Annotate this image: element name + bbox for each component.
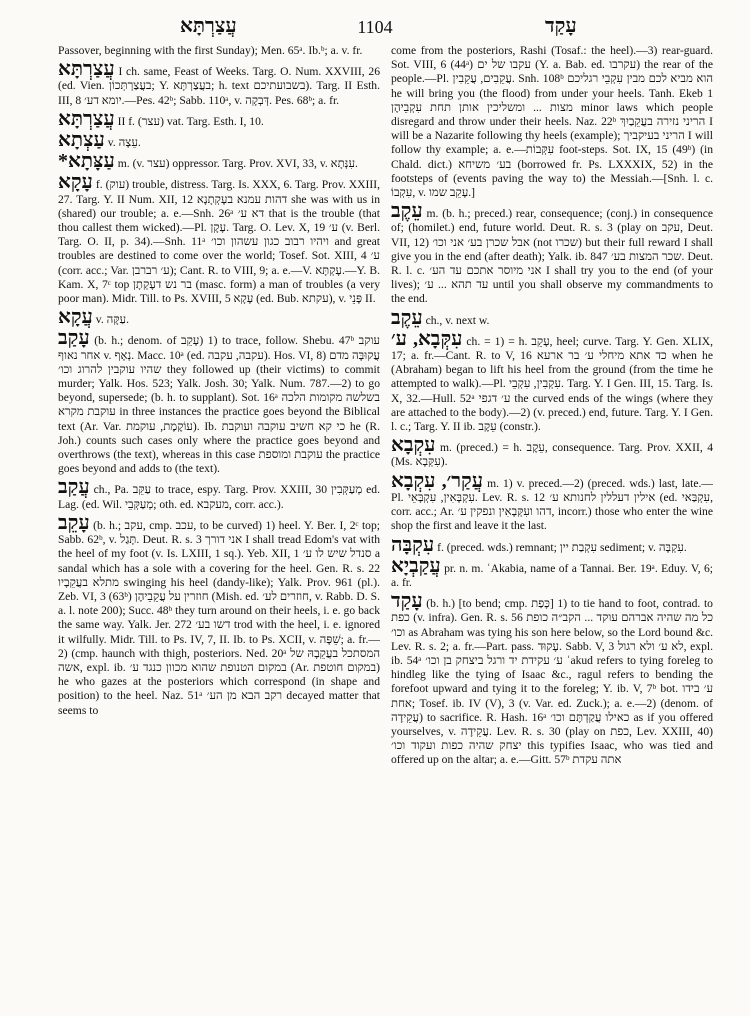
dictionary-entry: [391, 592, 713, 767]
dictionary-entry: [58, 308, 380, 327]
entry-headword: *עַצָּתָא: [58, 150, 115, 173]
entry-headword: עֲקַבְיָא: [391, 554, 441, 577]
dictionary-entry: [391, 202, 713, 306]
running-head-left: עֲצַרְתָּא: [180, 15, 237, 37]
entry-headword: עִקְּבָא, ע׳: [391, 327, 463, 350]
entry-text: f. (preced. wds.) remnant; עִקְבַת יין sediment; v. עִקְבָּה.: [437, 540, 687, 554]
dictionary-entry: [58, 60, 380, 108]
entry-headword: עָקָא: [58, 171, 93, 194]
dictionary-entry: [391, 469, 713, 534]
dictionary-entry: [58, 107, 380, 130]
entry-headword: עֵקֶב: [391, 200, 423, 223]
entry-continuation: [58, 44, 380, 58]
entry-text: Passover, beginning with the first Sunday); Men. 65ᵃ. Ib.ᵇ; a. v. fr.: [58, 44, 363, 57]
entry-headword: עֲצַרְתָּא: [58, 107, 115, 130]
dictionary-entry: [58, 152, 380, 171]
dictionary-entry: [58, 511, 380, 718]
page-number: 1104: [357, 17, 393, 37]
right-column: [391, 44, 713, 1010]
entry-text: m. 1) v. preced.—2) (preced. wds.) last, late.—Pl. עִקְבָּאִין, עִקְבָּאֵי. Lev. R. s. 12 אילין דעללין לחנותא ע׳ (ed. עִקְבַּאי, corr. acc.; Ar. דהו ועִקְּבָאִין ונפקין ע׳, incorr.) those who enter the wine shop the first and leave it the last.: [391, 476, 713, 533]
entry-headword: עָקַב: [58, 327, 90, 350]
entry-headword: עֲצַרְתָּא: [58, 58, 115, 81]
entry-headword: עִקְבָא: [391, 434, 436, 457]
entry-text: (b. h.; עקב, cmp. עכב, to be curved) 1) heel. Y. Ber. I, 2ᶜ top; Sabb. 62ᵇ, v. תָּגַל. Deut. R. s. 3 אני דורך I shall tread Edom's vat with the heel of my foot (v. Is. LXIII, 1 sq.). Yeb. XII, 1 סנדל שיש לו ע׳ a sandal which has a sole with a covering for the heel. Gen. R. s. 22 מתלא בעֲקֵבָיו swinging his heel (dandy-like); Yalk. Prov. 961 (pl.). Zeb. VI, 3 (63ᵇ) חוזרין על עֲקֵבֵיהֶן (Mish. ed. חוזרים לע׳, v. Rabb. D. S. a. l. note 200); Succ. 48ᵇ they turn around on their heels, i. e. go back the same way. Yalk. Jer. 272 דשו בע׳ trod with the heel, i. e. ignored it wilfully. Midr. Till. to Ps. IV, 7, II. Ib. to Ps. XCII, v. שֵׁפָּה; a. fr.—2) (cmp. haunch with thigh, posteriors. Ned. 20ᵃ המסתכל בעֲקֵבָהּ של אשה, expl. ib. במקום הטנופת שהוא מכוון כנגד ע׳ (Ar. במקום חוטפת) he who gazes at the posteriors which correspond (in shape and position) to the heel. Naz. 51ᵃ רקב הבא מן הע׳ decayed matter that seems to: [58, 518, 380, 717]
entry-headword: עִקְבָּה: [391, 533, 435, 556]
entry-continuation: [391, 44, 713, 200]
entry-headword: עָקֵב: [58, 511, 90, 534]
dictionary-entry: [391, 533, 713, 556]
running-head-right: עָקַד: [545, 15, 577, 37]
entry-text: I ch. same, Feast of Weeks. Targ. O. Num. XXVIII, 26 (ed. Vien. בעֲצַרְתְּכוֹן; Y. בעֲצַרְתָּא; h. text בשבועתיכם). Targ. II Esth. III, 8 יומא דע׳.—Pes. 42ᵇ; Sabb. 110ᵃ, v. דְּבְקָה. Pes. 68ᵇ; a. fr.: [58, 65, 380, 107]
dictionary-entry: [58, 173, 380, 306]
entry-text: pr. n. m. ʿAkabia, name of a Tannai. Ber. 19ᵃ. Eduy. V, 6; a. fr.: [391, 561, 713, 589]
entry-headword: עֲקַר׳, עִקְבָא: [391, 469, 484, 492]
dictionary-entry: [391, 306, 713, 329]
dictionary-entry: [58, 478, 380, 511]
entry-text: v. עֵצָה.: [107, 136, 141, 150]
left-column: [58, 44, 380, 1010]
entry-text: m. (b. h.; preced.) rear, consequence; (conj.) in consequence of; (homilet.) end, future world. Deut. R. s. 3 (play on עקב, Deut. VII, 12) אבל שכרן בע׳ אני וכו׳ (not שכרו) but their full reward I shall give you in the end (after death); Yalk. ib. 847 שכר המצות בע׳. Deut. R. l. c. אני מיוסר אתכם עד הע׳ I shall try you to the end (of your lives); עד תהא ... ע׳ until you shall observe my commandments to the end.: [391, 207, 713, 306]
dictionary-entry: [391, 554, 713, 590]
entry-text: (b. h.) [to bend; cmp. כָּפַת] 1) to tie hand to foot, contrad. to כפת (v. infra). Gen. R. s. 56 כל מה שהיה אברהם עוקד ... הקב״ה כופת וכו׳ as Abraham was tying his son here below, so the Lord bound &c. Lev. R. s. 2; a. fr.—Part. pass. עָקוּד. Sabb. V, 3 לא ע׳ ולא רגול, expl. ib. 54ᵃ ע׳ עקידת יד ורגל ביצחק בן וכו׳ ʿakud refers to tying foreleg to hindleg like the tying of Isaac &c., ragul refers to bending the forefoot upward and tying it to the foreleg; Y. ib. V, 7ᵇ bot. ע׳ בידו אחת; Tosef. ib. IV (V), 3 (v. Var. ed. Zuck.); a. e.—2) (denom. of עֲקֵידָה) to sacrifice. R. Hash. 16ᵃ כאילו עֲקַדְתֶּם וכו׳ as if you offered yourselves, v. עֲקֵידָה. Lev. R. s. 30 (play on כפת, Lev. XXIII, 40) יצחק שהיה כפות ועקוד וכו׳ this typifies Isaac, who was tied and offered up on the altar; a. e.—Gitt. 57ᵇ אתה עקדת: [391, 597, 713, 767]
entry-headword: עָקַד: [391, 590, 423, 613]
entry-text: v. עַקָּה.: [95, 313, 129, 327]
dictionary-entry: [391, 327, 713, 434]
entry-headword: עֵקֶב: [391, 306, 423, 329]
entry-headword: עֲקַב: [58, 476, 90, 499]
entry-text: ch. = 1) = h. עָקֵב, heel; curve. Targ. Y. Gen. XLIX, 17; a. fr.—Cant. R. to V, 16 כד אתא מיחלי ע׳ בר ארעא when he (Abraham) began to lift his heel from the ground (from the time he attempted to walk).—Pl. עִקְבִין, עִקְבֵי. Targ. Y. I Gen. III, 15. Targ. Is. X, 32.—Hull. 52ᵃ ע׳ דגפי the curved ends of the wings (where they are attached to the body).—2) (v. preced.) end, future. Targ. Y. I Gen. l. c.; Targ. Y. II ib. עֵקֶב (constr.).: [391, 334, 713, 434]
entry-text: m. (v. עצר) oppressor. Targ. Prov. XVI, 33, v. עִנְּתָא.: [117, 157, 358, 171]
entry-text: ch., Pa. עַקֵּב to trace, espy. Targ. Prov. XXIII, 30 מְעַקְּבִין ed. Lag. (ed. Wil. מְעַקְּבֵי; oth. ed. מעקבא, corr. acc.).: [58, 483, 380, 511]
entry-headword: עַצְתָא: [58, 129, 105, 152]
dictionary-entry: [58, 131, 380, 150]
entry-text: m. (preced.) = h. עֵקֶב, consequence. Targ. Prov. XXII, 4 (Ms. עִקְּבָא).: [391, 441, 713, 469]
entry-text: come from the posteriors, Rashi (Tosaf.: the heel).—3) rear-guard. Sot. VIII, 6 (44ᵃ) עקבו של ים (Y. a. Bab. ed. עקרבו) the rear of the people.—Pl. עֲקֵבִים, עֲקֵבִין. Snh. 108ᵇ הוא מביא לכם מבין עִקְבֵי רגליכם he will bring you (the flood) from under your heels. Tanh. Ekeb 1 מצות ... ומשליכין אותן תחת עִקְבֵיהֶן minor laws which people disregard and throw under their heels. Naz. 22ᵇ הריני נזירה בעֲקֵבַיִךְ I will be a Nazarite following thy heels (example); הריני בעיקביך I will follow thy example; a. e.—עִקְּבוֹת foot-steps. Sot. IX, 15 (49ᵇ) (in Chald. dict.) בע׳ משיחא (borrowed fr. Ps. LXXXIX, 52) in the footsteps of (events paving the way to) the Messiah.—[Snh. l. c. עִקְבוֹ, v. עָקֵב שמו.]: [391, 44, 713, 200]
entry-text: f. (עוק) trouble, distress. Targ. Is. XXX, 6. Targ. Prov. XXIII, 27. Targ. Y. II Num. XII, 12 דהות עמנא בעָקְתָנָא she was with us in (shared) our trouble; a. e.—Snh. 26ᵃ דא ע׳ that is the trouble (that thou callest them wicked).—Pl. עָקָן. Targ. O. Lev. X, 19 ע׳ (v. Berl. Targ. O. II, p. 34).—Snh. 11ᵃ ויהיו רבוב כגון עשהון וכו׳ and great troubles are destined to come over the world; Tosef. Sot. XIII, 4 ע׳ (corr. acc.; Var. ע׳ רברבן); Cant. R. to VIII, 9; a. e.—V. עָקְתָּא.—Y. B. Kam. X, 7ᶜ top בר נש דעָקְתָן (masc. form) a man of troubles (a very poor man). Midr. Till. to Ps. XVIII, 5 עָקָא (ed. Bub. עקתא), v. פָּנֵי II.: [58, 178, 380, 306]
entry-text: (b. h.; denom. of עָקֵב) 1) to trace, follow. Shebu. 47ᵇ עוקב אחר נאוף v. נְאָף. Macc. 10ᵃ (ed. עקבה, עקבה). Hos. VI, 8) עֲקוּבָּה מדם שהיו עוקבין להרוג וכו׳ they followed up (their victims) to commit murder; Yalk. Hos. 523; Yalk. Josh. 30; Yalk. Num. 787.—2) to go beyond, supersede; (b. h. to supplant). Sot. 16ᵃ בשלשה מקומות הלכה עוקבת מקרא in three instances the practice goes beyond the Biblical text (Ar. Var. עוֹקֶמֶת, עוקמת). Ib. כי קא חשיב עוקבה ועוקבת he (R. Joh.) counts such cases only where the practice goes beyond and overthrows (the text), whereas in this case עוקבת ומוספת the practice goes beyond and adds to (the text).: [58, 334, 380, 476]
dictionary-entry: [391, 436, 713, 469]
entry-text: II f. (עצר) vat. Targ. Esth. I, 10.: [117, 114, 264, 128]
entry-headword: עֲקָא: [58, 306, 93, 329]
entry-text: ch., v. next w.: [425, 313, 490, 327]
dictionary-entry: [58, 329, 380, 476]
